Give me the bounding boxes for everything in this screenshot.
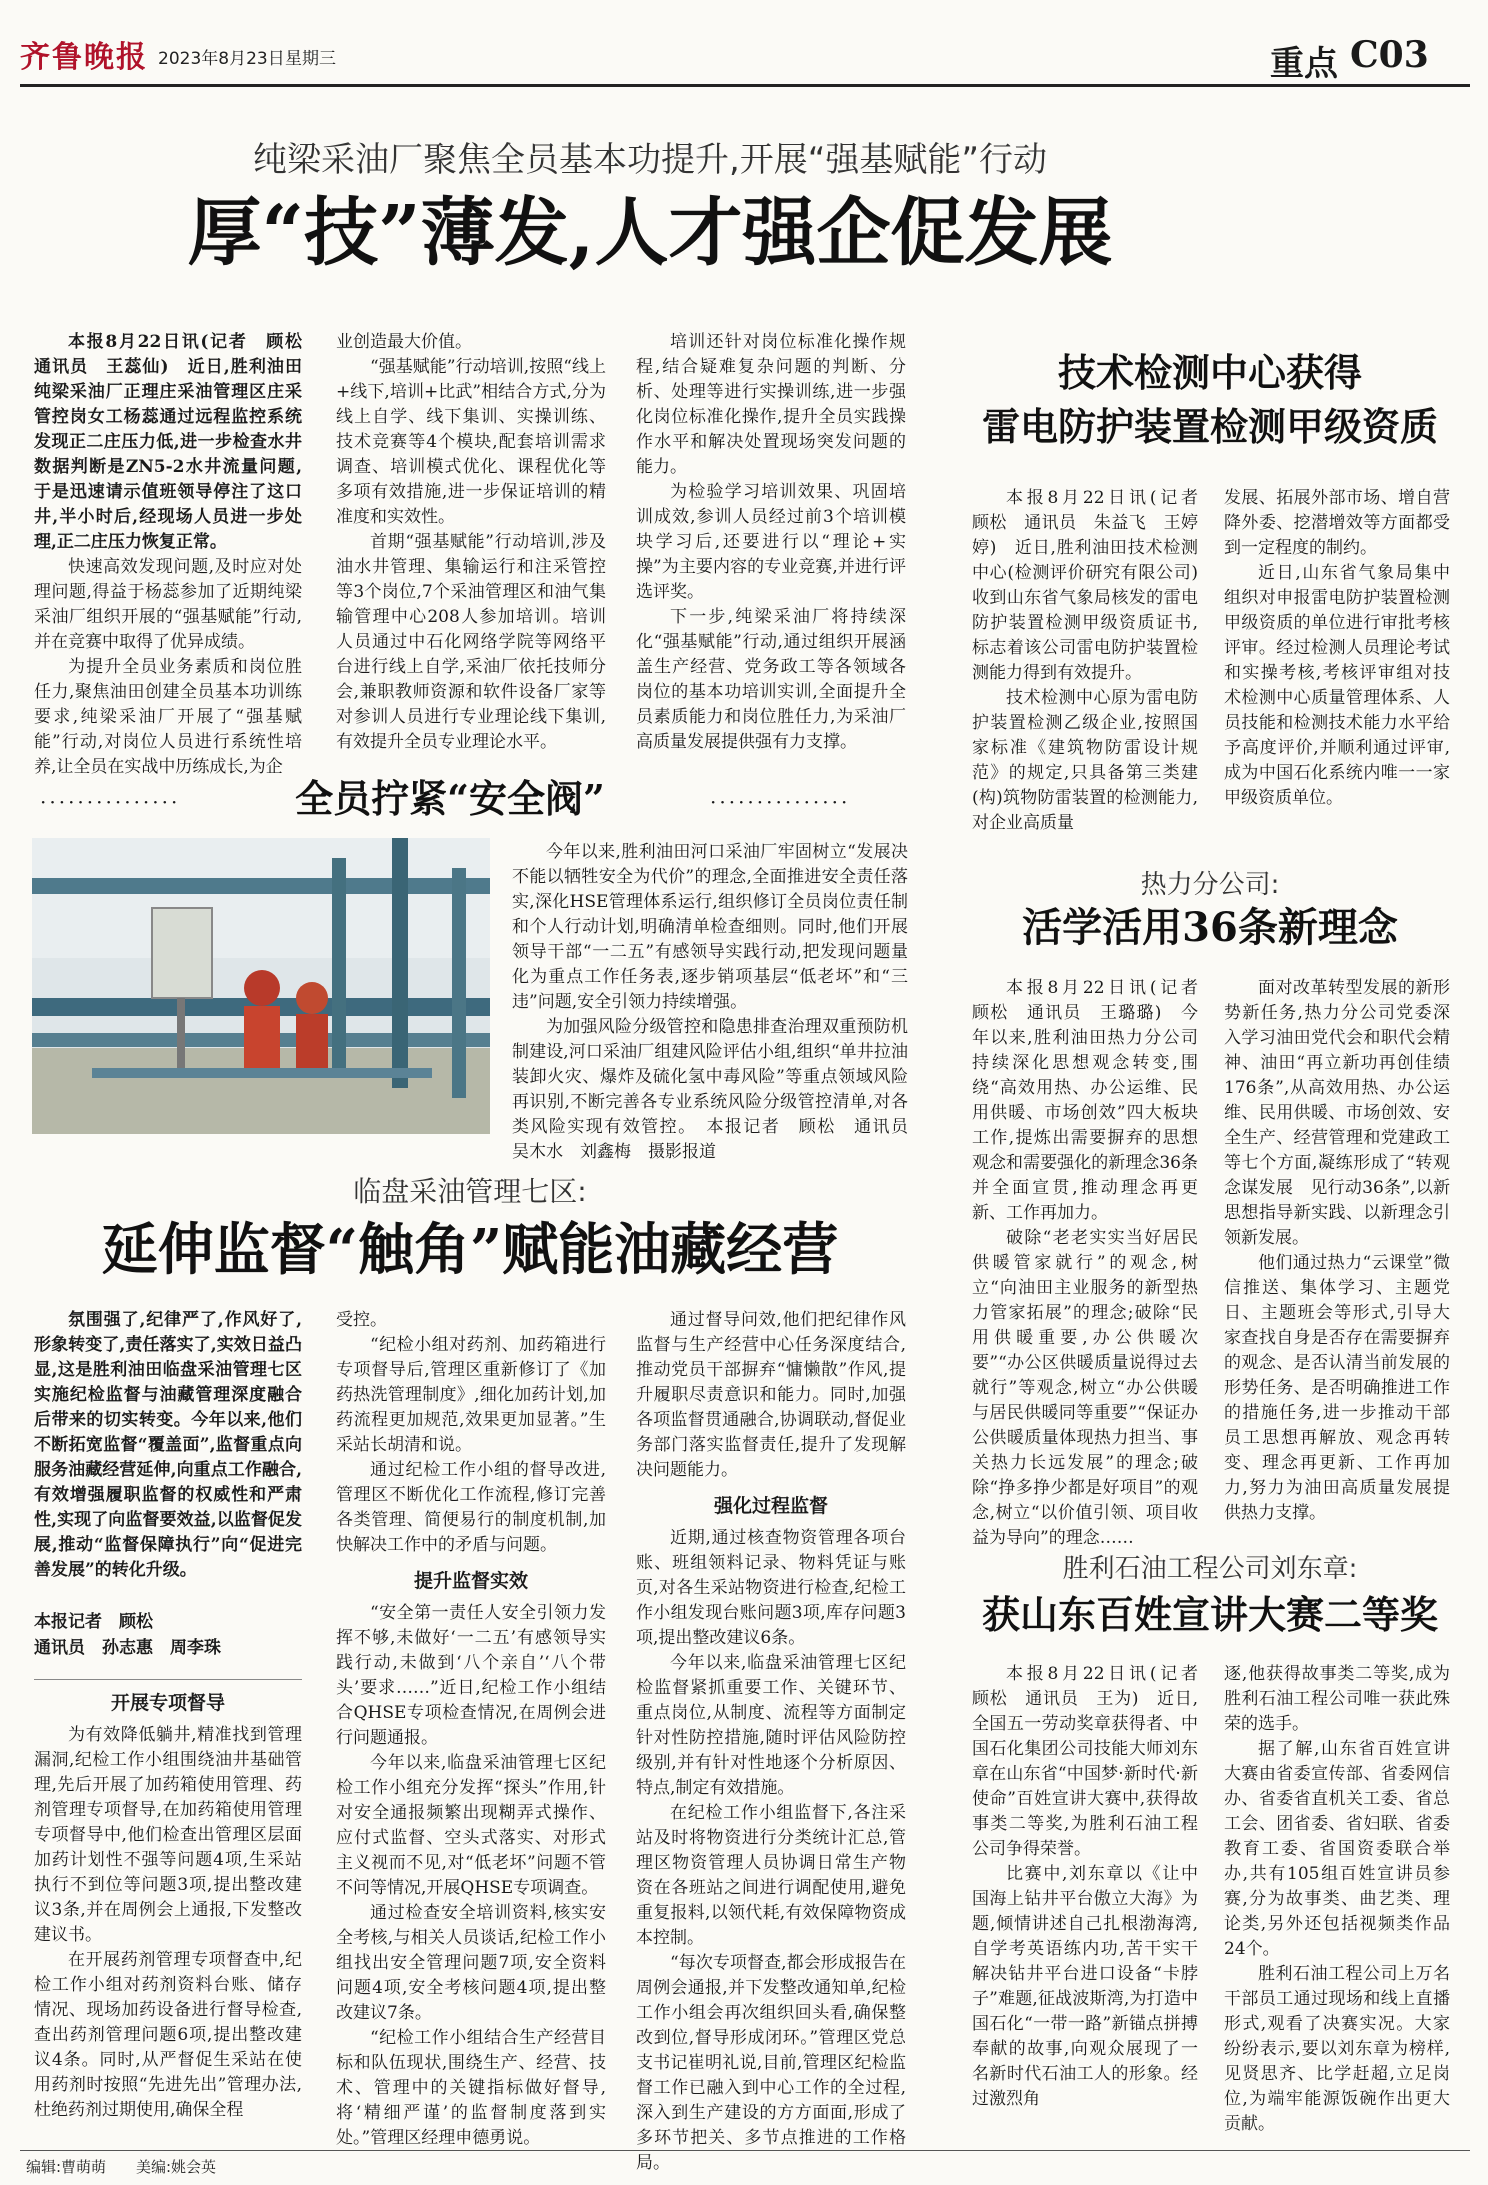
qi-paragraph: 受控。 [336,1310,387,1330]
tech-paragraph: 近日,山东省气象局集中组织对申报雷电防护装置检测甲级资质的单位进行审批考核评审。经过检测人员理论考试和实操考核,考核评审组对技术检测中心质量管理体系、人员技能和检测技术能力水平给予高度评价,并顺利通过评审,成为中国石化系统内唯一一家甲级资质单位。 [1224,563,1450,808]
main-paragraph: 为提升全员业务素质和岗位胜任力,聚焦油田创建全员基本功训练要求,纯梁采油厂开展了“强基赋能”行动,对岗位人员进行系统性培养,让全员在实战中历练成长,为企 [34,657,302,777]
qi-paragraph: 在开展药剂管理专项督查中,纪检工作小组对药剂资料台账、储存情况、现场加药设备进行督导检查,查出药剂管理问题6项,提出整改建议4条。同时,从严督促生采站在使用药剂时按照“先进先出”管理办法,杜绝药剂过期使用,确保全程 [34,1950,302,2120]
tech-paragraph: 本报8月22日讯(记者 顾松 通讯员 朱益飞 王婷婷) 近日,胜利油田技术检测中心(检测评价研究有限公司)收到山东省气象局核发的雷电防护装置检测甲级资质证书,标志着该公司雷电防护装置检测能力得到有效提升。 [972,488,1215,683]
qi-column-1 [34,1308,302,2123]
footer-editor: 编辑:曹萌萌 [26,2158,107,2176]
safety-headline: 全员拧紧“安全阀” [295,776,605,821]
qi-credit-correspondents: 通讯员 孙志惠 周李珠 [34,1638,221,1658]
qi-column-3 [636,1308,906,2176]
qi-paragraph: “安全第一责任人安全引领力发挥不够,未做好‘一二五’有感领导实践行动,未做到‘八个亲自’‘八个带头’要求……”近日,纪检工作小组结合QHSE专项检查情况,在周例会进行问题通报。 [336,1603,606,1748]
liu-headline: 获山东百姓宣讲大赛二等奖 [981,1592,1438,1637]
oilfield-photo [32,838,490,1134]
liu-paragraph: 据了解,山东省百姓宣讲大赛由省委宣传部、省委网信办、省委省直机关工委、省总工会、团省委、省妇联、省委教育工委、省国资委联合举办,共有105组百姓宣讲员参赛,分为故事类、曲艺类、理论类,另外还包括视频类作品24个。 [1224,1739,1450,1959]
footer-designer: 美编:姚会英 [136,2158,217,2176]
issue-weekday: 星期三 [285,49,336,69]
main-paragraph: 为检验学习培训效果、巩固培训成效,参训人员经过前3个培训模块学习后,还要进行以“理论+实操”为主要内容的专业竞赛,并进行评选评奖。 [636,482,906,602]
main-paragraph: 下一步,纯梁采油厂将持续深化“强基赋能”行动,通过组织开展涵盖生产经营、党务政工等各领域各岗位的基本功培训实训,全面提升全员素质能力和岗位胜任力,为采油厂高质量发展提供强有力支撑。 [636,607,906,752]
main-paragraph: 快速高效发现问题,及时应对处理问题,得益于杨蕊参加了近期纯梁采油厂组织开展的“强基赋能”行动,并在竞赛中取得了优异成绩。 [34,557,302,652]
heat-kicker: 热力分公司: [1140,870,1280,900]
qi-paragraph: 近期,通过核查物资管理各项台账、班组领料记录、物料凭证与账页,对各生采站物资进行检查,纪检工作小组发现台账问题3项,库存问题3项,提出整改建议6条。 [636,1528,906,1648]
liu-paragraph: 本报8月22日讯(记者 顾松 通讯员 王为) 近日,全国五一劳动奖章获得者、中国石化集团公司技能大师刘东章在山东省“中国梦·新时代·新使命”百姓宣讲大赛中,获得故事类二等奖,为胜利石油工程公司争得荣誉。 [972,1664,1215,1859]
heat-paragraph: 破除“老老实实当好居民供暖管家就行”的观念,树立“向油田主业服务的新型热力管家拓展”的理念;破除“民用供暖重要,办公供暖次要”“办公区供暖质量说得过去就行”等观念,树立“办公供暖与居民供暖同等重要”“保证办公供暖质量体现热力担当、事关热力长远发展”的理念;破除“挣多挣少都是好项目”的观念,树立“以价值引领、项目收益为导向”的理念…… [972,1228,1198,1548]
divider-dots-right: ··············· [710,790,851,814]
heat-paragraph: 面对改革转型发展的新形势新任务,热力分公司党委深入学习油田党代会和职代会精神、油田“再立新功再创佳绩176条”,从高效用热、办公运维、民用供暖、市场创效、安全生产、经营管理和党建政工等七个方面,凝练形成了“转观念谋发展 见行动36条”,以新思想指导新实践、以新理念引领新发展。 [1224,978,1450,1248]
tech-headline-line1: 技术检测中心获得 [1057,350,1362,395]
tech-headline-line2: 雷电防护装置检测甲级资质 [981,404,1438,449]
qi-paragraph: 今年以来,临盘采油管理七区纪检监督紧抓重要工作、关键环节、重点岗位,从制度、流程等方面制定针对性防控措施,随时评估风险防控级别,并有针对性地逐个分析原因、特点,制定有效措施。 [636,1653,906,1798]
liu-column-2 [1224,1662,1450,2137]
heat-column-2 [1224,976,1450,1526]
safety-body [512,840,925,1165]
qi-subhead-3: 强化过程监督 [713,1495,828,1517]
issue-date: 2023年8月23日 [158,49,285,69]
qi-paragraph: 通过督导问效,他们把纪律作风监督与生产经营中心任务深度结合,推动党员干部摒弃“慵懒散”作风,提升履职尽责意识和能力。同时,加强各项监督贯通融合,协调联动,督促业务部门落实监督责任,提升了发现解决问题能力。 [636,1310,906,1480]
qi-paragraph: “纪检小组对药剂、加药箱进行专项督导后,管理区重新修订了《加药热洗管理制度》,细化加药计划,加药流程更加规范,效果更加显著。”生采站长胡清和说。 [336,1335,606,1455]
tech-paragraph: 发展、拓展外部市场、增自营降外委、挖潜增效等方面都受到一定程度的制约。 [1224,488,1450,558]
qi-kicker: 临盘采油管理七区: [353,1175,587,1208]
main-paragraph: 本报8月22日讯(记者 顾松 通讯员 王蕊仙) 近日,胜利油田纯梁采油厂正理庄采油管理区庄采管控岗女工杨蕊通过远程监控系统发现正二庄压力低,进一步检查水井数据判断是ZN5-2水井流量问题,于是迅速请示值班领导停注了这口井,半小时后,经现场人员进一步处理,正二庄压力恢复正常。 [34,332,319,552]
heat-column-1 [972,976,1215,1551]
tech-column-2 [1224,486,1450,811]
qi-paragraph: “每次专项督查,都会形成报告在周例会通报,并下发整改通知单,纪检工作小组会再次组织回头看,确保整改到位,督导形成闭环。”管理区党总支书记崔明礼说,目前,管理区纪检监督工作已融入到中心工作的全过程,深入到生产建设的方方面面,形成了多环节把关、多节点推进的工作格局。 [636,1953,906,2173]
heat-headline: 活学活用36条新理念 [1022,904,1398,951]
newspaper-logo: 齐鲁晚报 [20,40,148,75]
qi-paragraph: 在纪检工作小组监督下,各注采站及时将物资进行分类统计汇总,管理区物资管理人员协调日常生产物资在各班站之间进行调配使用,避免重复报料,以领代耗,有效保障物资成本控制。 [636,1803,906,1948]
divider-dots-left: ··············· [40,790,181,814]
safety-paragraph: 为加强风险分级管控和隐患排查治理双重预防机制建设,河口采油厂组建风险评估小组,组织“单井拉油装卸火灾、爆炸及硫化氢中毒风险”等重点领域风险再识别,不断完善各专业系统风险分级管控清单,对各类风险实现有效管控。 本报记者 顾松 通讯员 吴木水 刘鑫梅 摄影报道 [512,1017,925,1162]
main-paragraph: “强基赋能”行动培训,按照“线上+线下,培训+比武”相结合方式,分为线上自学、线下集训、实操训练、技术竞赛等4个模块,配套培训需求调查、培训模式优化、课程优化等多项有效措施,进一步保证培训的精准度和实效性。 [336,357,606,527]
qi-paragraph: “纪检工作小组结合生产经营目标和队伍现状,围绕生产、经营、技术、管理中的关键指标做好督导,将‘精细严谨’的监督制度落到实处。”管理区经理申德勇说。 [336,2028,606,2148]
main-column-2 [336,330,606,755]
qi-paragraph: 今年以来,临盘采油管理七区纪检工作小组充分发挥“探头”作用,针对安全通报频繁出现糊弄式操作、应付式监督、空头式落实、对形式主义视而不见,对“低老坏”问题不管不问等情况,开展QHSE专项调查。 [336,1753,606,1898]
tech-paragraph: 技术检测中心原为雷电防护装置检测乙级企业,按照国家标准《建筑物防雷设计规范》的规定,只具备第三类建(构)筑物防雷装置的检测能力,对企业高质量 [972,688,1198,833]
masthead-rule [20,84,1470,87]
qi-paragraph: 通过检查安全培训资料,核实安全考核,与相关人员谈话,纪检工作小组找出安全管理问题7项,安全资料问题4项,安全考核问题4项,提出整改建议7条。 [336,1903,606,2023]
qi-lead: 氛围强了,纪律严了,作风好了,形象转变了,责任落实了,实效日益凸显,这是胜利油田临盘采油管理七区实施纪检监督与油藏管理深度融合后带来的切实转变。今年以来,他们不断拓宽监督“覆盖面”,监督重点向服务油藏经营延伸,向重点工作融合,有效增强履职监督的权威性和严肃性,实现了向监督要效益,以监督促发展,推动“监督保障执行”向“促进完善发展”的转化升级。 [34,1310,302,1580]
footer-rule [20,2150,1470,2151]
liu-paragraph: 胜利石油工程公司上万名干部员工通过现场和线上直播形式,观看了决赛实况。大家纷纷表示,要以刘东章为榜样,见贤思齐、比学赶超,立足岗位,为端牢能源饭碗作出更大贡献。 [1224,1964,1450,2134]
liu-kicker: 胜利石油工程公司刘东章: [1062,1554,1358,1584]
main-column-3 [636,330,906,755]
liu-column-1 [972,1662,1215,2112]
liu-paragraph: 比赛中,刘东章以《让中国海上钻井平台傲立大海》为题,倾情讲述自己扎根渤海湾,自学考英语练内功,苦干实干解决钻井平台进口设备“卡脖子”难题,征战波斯湾,为打造中国石化“一带一路”新锚点拼搏奉献的故事,向观众展现了一名新时代石油工人的形象。经过激烈角 [972,1864,1198,2109]
heat-paragraph: 本报8月22日讯(记者 顾松 通讯员 王璐璐) 今年以来,胜利油田热力分公司持续深化思想观念转变,围绕“高效用热、办公运维、民用供暖、市场创效”四大板块工作,提炼出需要摒弃的思想观念和需要强化的新理念36条并全面宣贯,推动理念再更新、工作再加力。 [972,978,1215,1223]
liu-paragraph: 逐,他获得故事类二等奖,成为胜利石油工程公司唯一获此殊荣的选手。 [1224,1664,1450,1734]
qi-column-2 [336,1308,606,2151]
main-headline: 厚“技”薄发,人才强企促发展 [187,190,1113,276]
tech-headline [950,346,1470,454]
heat-paragraph: 他们通过热力“云课堂”微信推送、集体学习、主题党日、主题班会等形式,引导大家查找自身是否存在需要摒弃的观念、是否认清当前发展的形势任务、是否明确推进工作的措施任务,进一步推动干部员工思想再解放、观念再转变、理念再更新、工作再加力,努力为油田高质量发展提供热力支撑。 [1224,1253,1450,1523]
main-paragraph: 培训还针对岗位标准化操作规程,结合疑难复杂问题的判断、分析、处理等进行实操训练,进一步强化岗位标准化操作,提升全员实践操作水平和解决处置现场突发问题的能力。 [636,332,906,477]
qi-paragraph: 为有效降低躺井,精准找到管理漏洞,纪检工作小组围绕油井基础管理,先后开展了加药箱使用管理、药剂管理专项督导,在加药箱使用管理专项督导中,他们检查出管理区层面加药计划性不强等问题4项,生采站执行不到位等问题3项,提出整改建议3条,并在周例会上通报,下发整改建议书。 [34,1725,302,1945]
page-number: C03 [1350,34,1429,76]
safety-paragraph: 今年以来,胜利油田河口采油厂牢固树立“发展决不能以牺牲安全为代价”的理念,全面推进安全责任落实,深化HSE管理体系运行,组织修订全员岗位责任制和个人行动计划,明确清单检查细则。同时,他们开展领导干部“一二五”有感领导实践行动,把发现问题量化为重点工作任务表,逐步销项基层“低老坏”和“三违”问题,安全引领力持续增强。 [512,842,908,1012]
qi-credit-reporter: 本报记者 顾松 [34,1612,153,1632]
qi-subhead-1: 开展专项督导 [110,1692,225,1714]
main-paragraph: 首期“强基赋能”行动培训,涉及油水井管理、集输运行和注采管控等3个岗位,7个采油管理区和油气集输管理中心208人参加培训。培训人员通过中石化网络学院等网络平台进行线上自学,采油厂依托技师分会,兼职教师资源和软件设备厂家等对参训人员进行专业理论线下集训,有效提升全员专业理论水平。 [336,532,606,752]
qi-headline: 延伸监督“触角”赋能油藏经营 [101,1217,839,1283]
qi-divider [34,1679,302,1680]
main-paragraph: 业创造最大价值。 [336,332,472,352]
tech-column-1 [972,486,1215,836]
qi-subhead-2: 提升监督实效 [413,1570,528,1592]
qi-paragraph: 通过纪检工作小组的督导改进,管理区不断优化工作流程,修订完善各类管理、简便易行的制度机制,加快解决工作中的矛盾与问题。 [336,1460,606,1555]
section-name: 重点 [1270,44,1338,84]
main-kicker: 纯梁采油厂聚焦全员基本功提升,开展“强基赋能”行动 [252,140,1048,180]
main-column-1 [34,330,319,780]
